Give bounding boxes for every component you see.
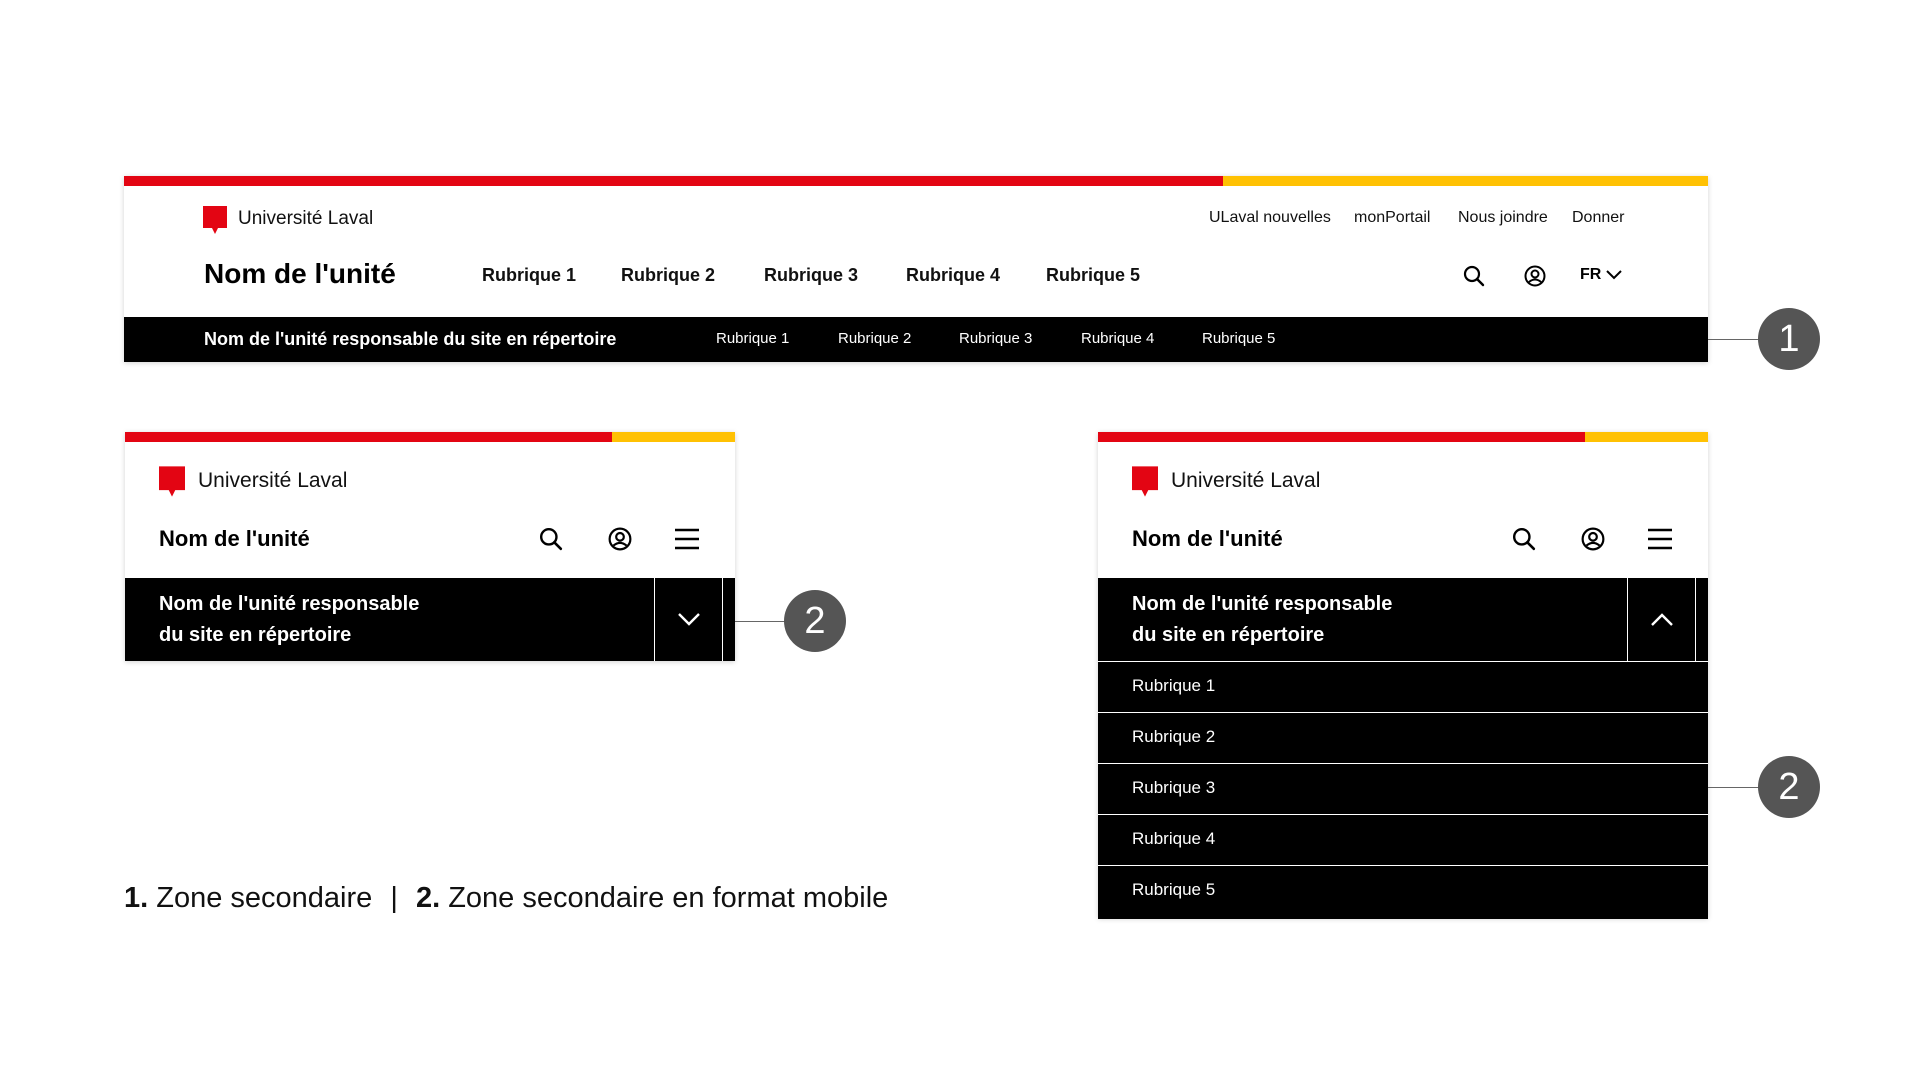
mobile-header-expanded [1098, 432, 1708, 918]
secondary-zone-mobile[interactable] [1098, 578, 1708, 661]
utility-link-nous-joindre[interactable]: Nous joindre [1458, 209, 1548, 226]
search-icon[interactable] [1510, 525, 1538, 553]
unit-name[interactable]: Nom de l'unité [204, 258, 396, 289]
language-selector[interactable] [1580, 266, 1622, 284]
callout-2-expanded: 2 [1758, 756, 1820, 818]
secondary-zone [124, 317, 1708, 362]
utility-link-donner[interactable]: Donner [1572, 209, 1625, 226]
menu-icon[interactable] [673, 525, 701, 553]
secondary-zone-title[interactable]: Nom de l'unité responsable du site en répertoire [159, 593, 420, 646]
unit-name[interactable]: Nom de l'unité [1132, 526, 1283, 551]
brand-color-bar [1098, 432, 1708, 442]
brand-color-bar [125, 432, 735, 442]
laval-shield-logo[interactable] [1132, 466, 1158, 497]
secondary-zone-toggle[interactable] [1627, 578, 1696, 661]
scrollbar-edge [1695, 578, 1696, 661]
utility-link-monportail[interactable]: monPortail [1354, 209, 1431, 226]
desktop-header [124, 176, 1708, 362]
secondary-item-rubrique-2[interactable]: Rubrique 2 [838, 330, 912, 347]
nav-item-rubrique-1[interactable]: Rubrique 1 [482, 265, 577, 285]
secondary-zone-mobile[interactable] [125, 578, 735, 661]
secondary-menu-item-1[interactable]: Rubrique 1 [1098, 661, 1708, 712]
brand-color-bar [124, 176, 1708, 186]
nav-item-rubrique-3[interactable]: Rubrique 3 [764, 265, 859, 285]
secondary-item-rubrique-4[interactable]: Rubrique 4 [1081, 330, 1155, 347]
callout-1: 1 [1758, 308, 1820, 370]
legend-text-2: Zone secondaire en format mobile [448, 882, 889, 914]
laval-shield-logo[interactable] [203, 206, 227, 234]
secondary-zone-toggle[interactable] [654, 578, 723, 661]
secondary-item-rubrique-1[interactable]: Rubrique 1 [716, 330, 790, 347]
callout-line-1 [1708, 339, 1760, 340]
secondary-menu-item-3[interactable]: Rubrique 3 [1098, 763, 1708, 814]
brand-name[interactable]: Université Laval [198, 469, 348, 492]
legend-separator: | [390, 882, 398, 914]
nav-item-rubrique-5[interactable]: Rubrique 5 [1046, 265, 1141, 285]
search-icon[interactable] [1461, 263, 1487, 289]
nav-item-rubrique-2[interactable]: Rubrique 2 [621, 265, 716, 285]
chevron-down-icon [1606, 270, 1622, 280]
brand-name[interactable]: Université Laval [238, 208, 374, 229]
callout-2-collapsed: 2 [784, 590, 846, 652]
account-icon[interactable] [1522, 263, 1548, 289]
secondary-zone-title[interactable]: Nom de l'unité responsable du site en répertoire [1132, 593, 1393, 646]
secondary-item-rubrique-3[interactable]: Rubrique 3 [959, 330, 1033, 347]
secondary-zone-title[interactable]: Nom de l'unité responsable du site en répertoire [204, 329, 617, 349]
account-icon[interactable] [606, 525, 634, 553]
secondary-menu-item-4[interactable]: Rubrique 4 [1098, 814, 1708, 865]
chevron-down-icon [678, 613, 700, 626]
figure-legend [124, 882, 888, 915]
legend-number-2: 2. [415, 882, 441, 914]
legend-number-1: 1. [124, 882, 149, 914]
menu-icon[interactable] [1646, 525, 1674, 553]
search-icon[interactable] [537, 525, 565, 553]
nav-item-rubrique-4[interactable]: Rubrique 4 [906, 265, 1001, 285]
secondary-menu-item-5[interactable]: Rubrique 5 [1098, 865, 1708, 919]
callout-line-2a [735, 621, 785, 622]
account-icon[interactable] [1579, 525, 1607, 553]
legend-text-1: Zone secondaire [156, 882, 373, 914]
secondary-item-rubrique-5[interactable]: Rubrique 5 [1202, 330, 1276, 347]
utility-link-nouvelles[interactable]: ULaval nouvelles [1209, 209, 1331, 226]
laval-shield-logo[interactable] [159, 466, 185, 497]
chevron-up-icon [1651, 613, 1673, 626]
secondary-menu-item-2[interactable]: Rubrique 2 [1098, 712, 1708, 763]
callout-line-2b [1708, 787, 1760, 788]
mobile-header-collapsed [125, 432, 735, 661]
scrollbar-edge [722, 578, 723, 661]
unit-name[interactable]: Nom de l'unité [159, 526, 310, 551]
brand-name[interactable]: Université Laval [1171, 469, 1321, 492]
language-label: FR [1580, 266, 1602, 283]
